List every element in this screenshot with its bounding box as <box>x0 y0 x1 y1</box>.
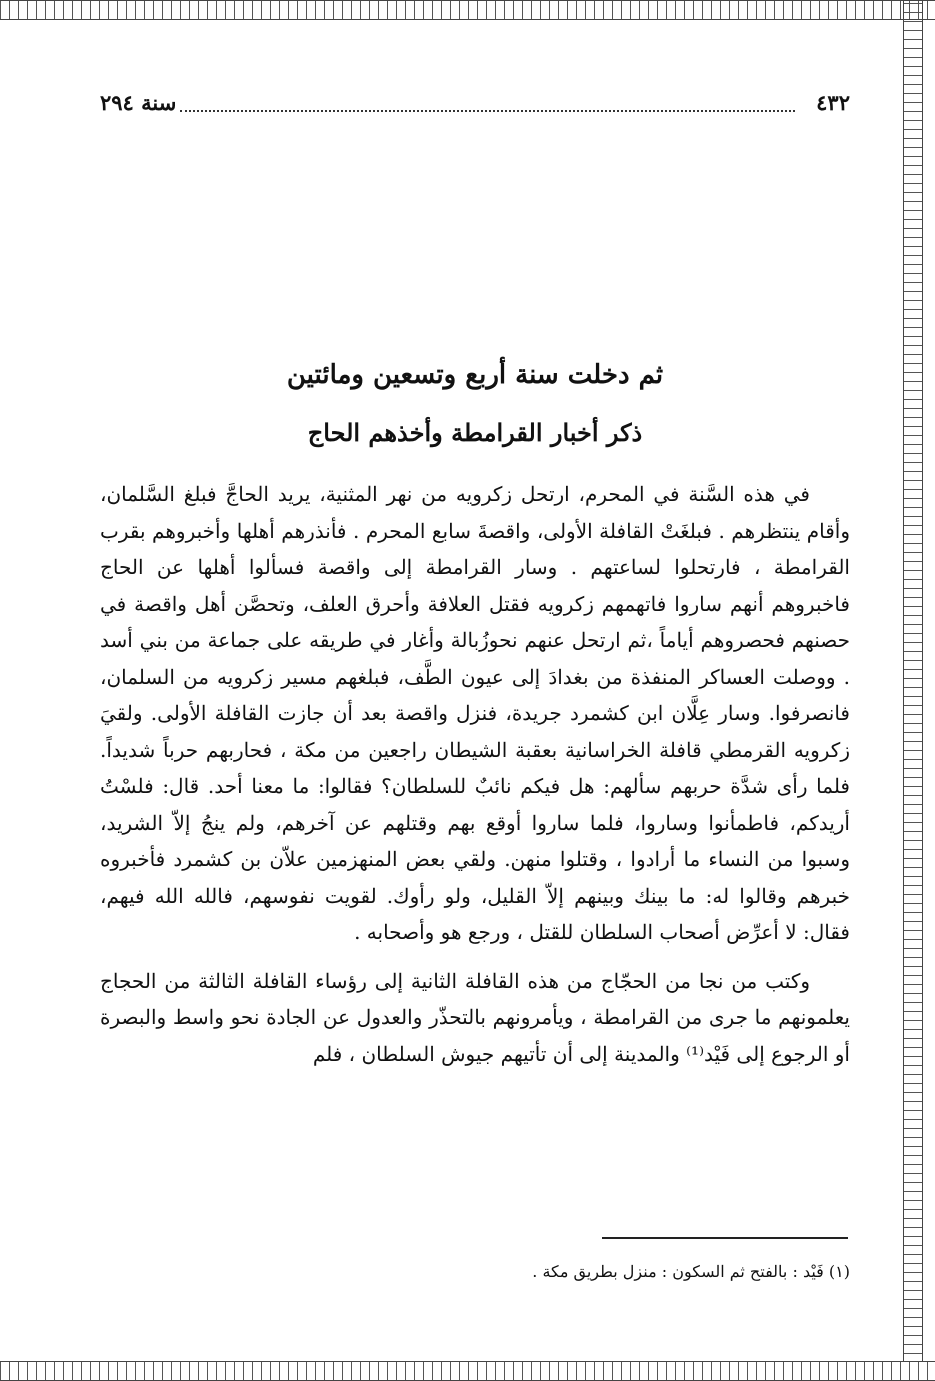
footnote: (١) فَيْد : بالفتح ثم السكون : منزل بطريق مكة . <box>532 1262 850 1281</box>
page-number: ٤٣٢ <box>816 90 850 115</box>
page-header <box>100 90 850 120</box>
body-text <box>100 476 850 1084</box>
decorative-border-bottom <box>0 1361 935 1381</box>
decorative-border-top <box>0 0 935 20</box>
chapter-title: ثم دخلت سنة أربع وتسعين ومائتين <box>286 360 664 390</box>
footnote-divider <box>602 1237 848 1239</box>
section-subtitle: ذكر أخبار القرامطة وأخذهم الحاج <box>307 418 643 447</box>
paragraph: في هذه السَّنة في المحرم، ارتحل زكرويه من نهر المثنية، يريد الحاجَّ فبلغ السَّلمان، وأقام ينتظرهم . فبلغَتْ القافلة الأولى، واقصةَ سابع المحرم . فأنذرهم أهلها وأخبروهم بقرب القرامطة ، فارتحلوا لساعتهم . وسار القرامطة إلى واقصة فسألوا أهلها عن الحاج فاخبروهم أنهم ساروا فاتهمهم زكرويه فقتل العلافة وأحرق العلف، وتحصَّن أهل واقصة في حصنهم فحصروهم أياماً ،ثم ارتحل عنهم نحوزُبالة وأغار في طريقه على جماعة من بني أسد . ووصلت العساكر المنفذة من بغدادَ إلى عيون الطَّف، فبلغهم مسير زكرويه من السلمان، فانصرفوا. وسار عِلَّان ابن كشمرد جريدة، فنزل واقصة بعد أن جازت القافلة الأولى. ولقيَ زكرويه القرمطي قافلة الخراسانية بعقبة الشيطان راجعين من مكة ، فحاربهم حرباً شديداً. فلما رأى شدَّة حربهم سألهم: هل فيكم نائبٌ للسلطان؟ فقالوا: ما معنا أحد. قال: فلسْتُ أريدكم، فاطمأنوا وساروا، فلما ساروا أوقع بهم وقتلهم عن آخرهم، ولم ينجُ إلاّ الشريد، وسبوا من النساء ما أرادوا ، وقتلوا منهن. ولقي بعض المنهزمين علاّن بن كشمرد فأخبروه خبرهم وقالوا له: ما بينك وبينهم إلاّ القليل، ولو رأوك. لقويت نفوسهم، فالله الله فيهم، فقال: لا أعرِّض أصحاب السلطان للقتل ، ورجع هو وأصحابه . <box>100 482 850 944</box>
running-head: سنة ٢٩٤ <box>100 90 177 115</box>
paragraph: وكتب من نجا من الحجّاج من هذه القافلة الثانية إلى رؤساء القافلة الثالثة من الحجاج يعلمونهم ما جرى من القرامطة ، ويأمرونهم بالتحذّر والعدول عن الجادة نحو واسط والبصرة أو الرجوع إلى فَيْد⁽¹⁾ والمدينة إلى أن تأتيهم جيوش السلطان ، فلم <box>100 968 850 1066</box>
header-dotted-leader <box>180 110 795 112</box>
decorative-border-right <box>903 0 923 1381</box>
